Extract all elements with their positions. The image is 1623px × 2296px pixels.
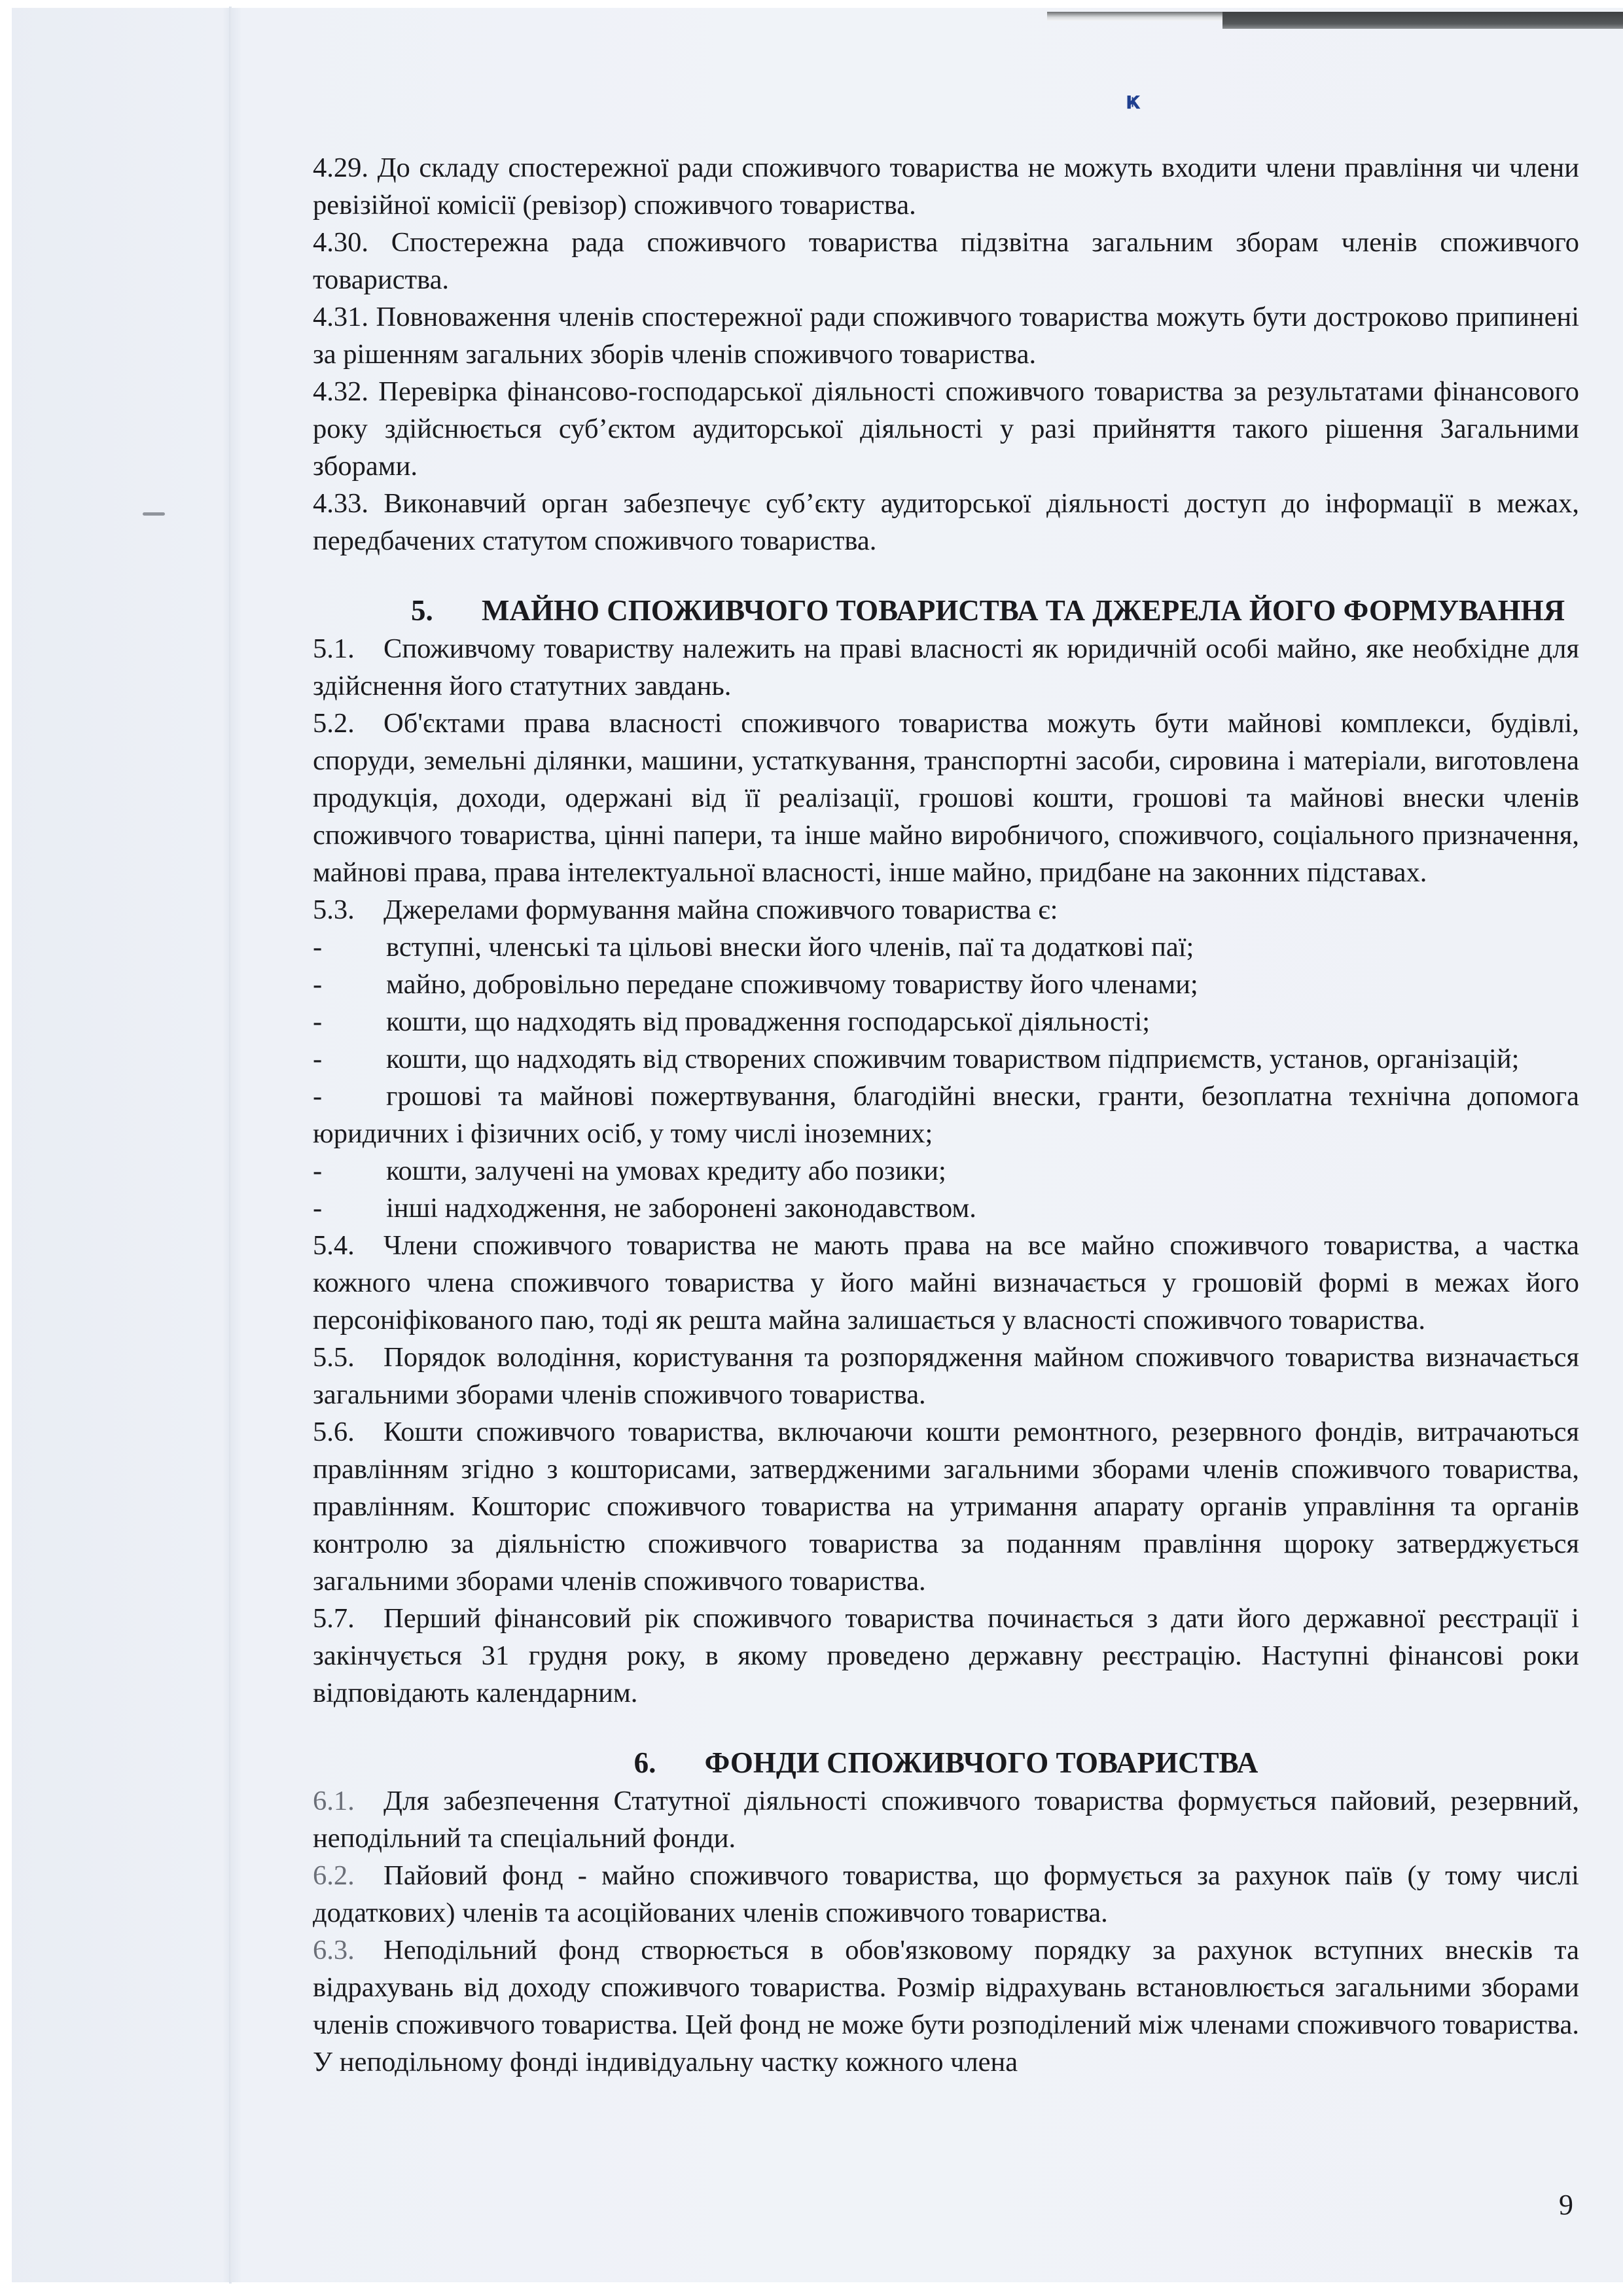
- clause-number: 5.5.: [313, 1342, 355, 1373]
- clause-number: 5.1.: [313, 633, 355, 664]
- clause-5-6: [313, 1413, 1579, 1600]
- section-number: 6.: [633, 1746, 656, 1779]
- section-spacer: [313, 1712, 1579, 1743]
- section-title: МАЙНО СПОЖИВЧОГО ТОВАРИСТВА ТА ДЖЕРЕЛА ЙОГО ФОРМУВАННЯ: [482, 594, 1565, 627]
- ink-smudge-mark: [143, 512, 165, 516]
- clause-4-33: [313, 485, 1579, 559]
- clause-4-30: [313, 224, 1579, 298]
- ink-stamp-icon: Ҝ: [1126, 92, 1141, 113]
- clause-number: 4.33.: [313, 488, 368, 519]
- clause-text: Пайовий фонд - майно споживчого товариства, що формується за рахунок паїв (у тому числі додаткових) членів та асоційованих членів споживчого товариства.: [313, 1860, 1579, 1928]
- list-item: [313, 928, 1579, 966]
- clause-number: 4.32.: [313, 376, 368, 407]
- list-item: [313, 1003, 1579, 1040]
- clause-text: Споживчому товариству належить на праві власності як юридичній особі майно, яке необхідне для здійснення його статутних завдань.: [313, 633, 1579, 701]
- section-number: 5.: [411, 594, 433, 627]
- dash-bullet-icon: -: [313, 1044, 323, 1074]
- dash-bullet-icon: -: [313, 932, 323, 963]
- list-item-text: грошові та майнові пожертвування, благодійні внески, гранти, безоплатна технічна допомога юридичних і фізичних осіб, у тому числі іноземних;: [313, 1081, 1579, 1149]
- clause-text: Неподільний фонд створюється в обов'язковому порядку за рахунок вступних внесків та відрахувань від доходу споживчого товариства. Розмір відрахувань встановлюється загальними зборами членів споживчого товариства. Цей фонд не може бути розподілений між членами споживчого товариства. У неподільному фонді індивідуальну частку кожного члена: [313, 1935, 1579, 2077]
- clause-text: Об'єктами права власності споживчого товариства можуть бути майнові комплекси, будівлі, споруди, земельні ділянки, машини, устаткування, транспортні засоби, сировина і матеріали, виготовлена продукція, доходи, одержані від її реалізації, грошові кошти, грошові та майнові внески членів споживчого товариства, цінні папери, та інше майно виробничого, споживчого, соціального призначення, майнові права, права інтелектуальної власності, інше майно, придбане на законних підставах.: [313, 708, 1579, 888]
- page-number: 9: [1559, 2189, 1573, 2221]
- clause-number: 5.6.: [313, 1417, 355, 1447]
- clause-number: 4.31.: [313, 302, 368, 332]
- dash-bullet-icon: -: [313, 1156, 323, 1186]
- clause-4-31: [313, 298, 1579, 373]
- dash-bullet-icon: -: [313, 1006, 323, 1037]
- list-item: [313, 966, 1579, 1003]
- scanner-edge-bar: [1222, 12, 1623, 29]
- clause-5-1: [313, 630, 1579, 705]
- clause-5-2: [313, 705, 1579, 891]
- list-item-text: вступні, членські та цільові внески його членів, паї та додаткові паї;: [386, 932, 1194, 963]
- clause-number: 5.2.: [313, 708, 355, 739]
- scan-bottom-margin: [0, 2282, 1623, 2296]
- clause-5-5: [313, 1339, 1579, 1413]
- clause-number: 5.4.: [313, 1230, 355, 1261]
- clause-number: 6.1.: [313, 1786, 355, 1816]
- list-item: [313, 1078, 1579, 1152]
- clause-text: Джерелами формування майна споживчого товариства є:: [383, 894, 1058, 925]
- clause-5-3: [313, 891, 1579, 928]
- clause-4-29: [313, 149, 1579, 224]
- clause-6-1: [313, 1782, 1579, 1857]
- list-item: [313, 1040, 1579, 1078]
- clause-text: Спостережна рада споживчого товариства підзвітна загальним зборам членів споживчого товариства.: [313, 227, 1579, 295]
- scanner-edge-shadow: [1047, 12, 1224, 21]
- document-body: [313, 149, 1579, 2081]
- clause-text: Виконавчий орган забезпечує суб’єкту аудиторської діяльності доступ до інформації в межах, передбачених статутом споживчого товариства.: [313, 488, 1580, 556]
- adjacent-page-edge: [229, 7, 232, 2284]
- list-item-text: інші надходження, не заборонені законодавством.: [386, 1193, 976, 1224]
- clause-text: Перевірка фінансово-господарської діяльності споживчого товариства за результатами фінансового року здійснюється суб’єктом аудиторської діяльності у разі прийняття такого рішення Загальними зборами.: [313, 376, 1580, 482]
- list-item: [313, 1190, 1579, 1227]
- clause-number: 6.2.: [313, 1860, 355, 1891]
- list-item-text: майно, добровільно передане споживчому товариству його членами;: [386, 969, 1198, 1000]
- list-item: [313, 1152, 1579, 1190]
- clause-5-4: [313, 1227, 1579, 1339]
- clause-number: 5.3.: [313, 894, 355, 925]
- list-item-text: кошти, залучені на умовах кредиту або позики;: [386, 1156, 946, 1186]
- section-5-heading: [313, 591, 1579, 630]
- dash-bullet-icon: -: [313, 969, 323, 1000]
- section-spacer: [313, 559, 1579, 591]
- scan-left-margin: [0, 0, 12, 2296]
- scan-top-margin: [0, 0, 1623, 8]
- dash-bullet-icon: -: [313, 1081, 323, 1112]
- clause-text: До складу спостережної ради споживчого товариства не можуть входити члени правління чи члени ревізійної комісії (ревізор) споживчого товариства.: [313, 152, 1580, 221]
- list-item-text: кошти, що надходять від провадження господарської діяльності;: [386, 1006, 1150, 1037]
- clause-text: Кошти споживчого товариства, включаючи кошти ремонтного, резервного фондів, витрачаються правлінням згідно з кошторисами, затвердженими загальними зборами членів споживчого товариства, правлінням. Кошторис споживчого товариства на утримання апарату органів управління та органів контролю за діяльністю споживчого товариства за поданням правління щороку затверджується загальними зборами членів споживчого товариства.: [313, 1417, 1579, 1597]
- clause-5-7: [313, 1600, 1579, 1712]
- list-item-text: кошти, що надходять від створених споживчим товариством підприємств, установ, організацій;: [386, 1044, 1520, 1074]
- clause-6-2: [313, 1857, 1579, 1932]
- clause-text: Перший фінансовий рік споживчого товариства починається з дати його державної реєстрації і закінчується 31 грудня року, в якому проведено державну реєстрацію. Наступні фінансові роки відповідають календарним.: [313, 1603, 1579, 1708]
- clause-text: Члени споживчого товариства не мають права на все майно споживчого товариства, а частка кожного члена споживчого товариства у його майні визначається у грошовій формі в межах його персоніфікованого паю, тоді як решта майна залишається у власності споживчого товариства.: [313, 1230, 1579, 1335]
- clause-text: Повноваження членів спостережної ради споживчого товариства можуть бути достроково припинені за рішенням загальних зборів членів споживчого товариства.: [313, 302, 1579, 370]
- clause-text: Порядок володіння, користування та розпорядження майном споживчого товариства визначається загальними зборами членів споживчого товариства.: [313, 1342, 1579, 1410]
- clause-4-32: [313, 373, 1579, 485]
- clause-number: 4.30.: [313, 227, 368, 258]
- clause-number: 5.7.: [313, 1603, 355, 1634]
- dash-bullet-icon: -: [313, 1193, 323, 1224]
- section-6-heading: [313, 1743, 1579, 1782]
- clause-number: 4.29.: [313, 152, 368, 183]
- clause-6-3: [313, 1932, 1579, 2081]
- section-title: ФОНДИ СПОЖИВЧОГО ТОВАРИСТВА: [704, 1746, 1258, 1779]
- clause-text: Для забезпечення Статутної діяльності споживчого товариства формується пайовий, резервний, неподільний та спеціальний фонди.: [313, 1786, 1579, 1854]
- clause-number: 6.3.: [313, 1935, 355, 1966]
